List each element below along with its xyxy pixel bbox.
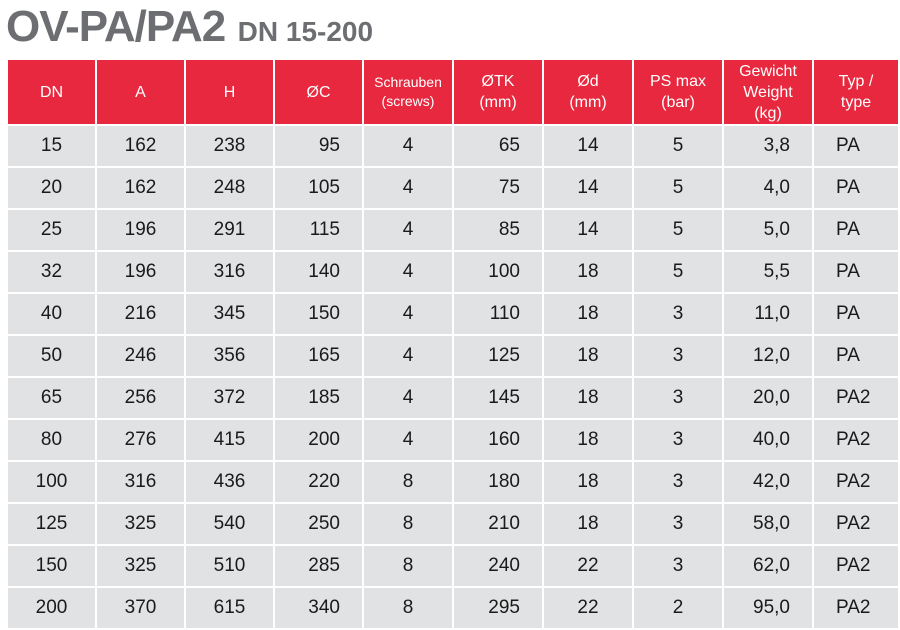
cell-h: 291	[186, 210, 273, 250]
cell-type: PA2	[814, 588, 898, 628]
cell-dn: 15	[8, 126, 95, 166]
cell-a: 196	[97, 252, 184, 292]
cell-ps-max: 5	[634, 210, 722, 250]
cell-a: 325	[97, 546, 184, 586]
cell-bolt-circle: 65	[454, 126, 542, 166]
cell-bolt-circle: 85	[454, 210, 542, 250]
cell-ps-max: 3	[634, 504, 722, 544]
table-row	[8, 546, 898, 586]
cell-hole-diameter: 18	[544, 462, 632, 502]
header-label-line: Schrauben	[374, 74, 442, 90]
header-label-line: H	[223, 83, 236, 101]
cell-bolt-circle: 75	[454, 168, 542, 208]
header-label-line: (mm)	[569, 94, 607, 111]
header-label-line: (kg)	[754, 104, 782, 122]
dimensions-table	[6, 58, 900, 630]
cell-diameter-c: 115	[275, 210, 362, 250]
cell-dn: 40	[8, 294, 95, 334]
cell-hole-diameter: 18	[544, 294, 632, 334]
header-label-line: (screws)	[381, 93, 435, 109]
header-dn	[8, 60, 95, 124]
cell-h: 372	[186, 378, 273, 418]
cell-h: 415	[186, 420, 273, 460]
cell-diameter-c: 105	[275, 168, 362, 208]
header-label-line: A	[135, 83, 146, 101]
cell-weight: 95,0	[724, 588, 812, 628]
cell-hole-diameter: 22	[544, 588, 632, 628]
cell-a: 216	[97, 294, 184, 334]
table-row	[8, 294, 898, 334]
cell-weight: 20,0	[724, 378, 812, 418]
cell-screws: 8	[364, 462, 452, 502]
cell-screws: 4	[364, 168, 452, 208]
cell-diameter-c: 200	[275, 420, 362, 460]
size-range-subtitle: DN 15-200	[237, 16, 374, 47]
cell-dn: 65	[8, 378, 95, 418]
cell-hole-diameter: 18	[544, 378, 632, 418]
cell-hole-diameter: 18	[544, 336, 632, 376]
cell-a: 162	[97, 126, 184, 166]
table-row	[8, 462, 898, 502]
cell-ps-max: 3	[634, 462, 722, 502]
cell-ps-max: 5	[634, 252, 722, 292]
header-ps-max	[634, 60, 722, 124]
table-row	[8, 336, 898, 376]
cell-type: PA2	[814, 546, 898, 586]
table-body	[8, 126, 898, 628]
cell-type: PA	[814, 252, 898, 292]
header-type	[814, 60, 898, 124]
product-title: OV-PA/PA2	[6, 2, 226, 51]
cell-weight: 3,8	[724, 126, 812, 166]
cell-screws: 4	[364, 420, 452, 460]
cell-type: PA	[814, 168, 898, 208]
cell-weight: 58,0	[724, 504, 812, 544]
cell-weight: 62,0	[724, 546, 812, 586]
header-label-line: ØC	[306, 83, 331, 101]
cell-screws: 8	[364, 546, 452, 586]
cell-diameter-c: 140	[275, 252, 362, 292]
cell-type: PA	[814, 210, 898, 250]
cell-type: PA	[814, 126, 898, 166]
cell-h: 436	[186, 462, 273, 502]
cell-a: 276	[97, 420, 184, 460]
cell-type: PA2	[814, 462, 898, 502]
cell-screws: 8	[364, 588, 452, 628]
cell-weight: 4,0	[724, 168, 812, 208]
cell-type: PA2	[814, 420, 898, 460]
cell-diameter-c: 95	[275, 126, 362, 166]
cell-screws: 4	[364, 378, 452, 418]
cell-weight: 40,0	[724, 420, 812, 460]
cell-dn: 20	[8, 168, 95, 208]
cell-dn: 50	[8, 336, 95, 376]
header-label-line: DN	[39, 83, 64, 101]
cell-weight: 42,0	[724, 462, 812, 502]
cell-bolt-circle: 110	[454, 294, 542, 334]
cell-weight: 12,0	[724, 336, 812, 376]
cell-bolt-circle: 295	[454, 588, 542, 628]
cell-bolt-circle: 210	[454, 504, 542, 544]
cell-h: 510	[186, 546, 273, 586]
table-row	[8, 378, 898, 418]
cell-dn: 25	[8, 210, 95, 250]
cell-diameter-c: 165	[275, 336, 362, 376]
cell-a: 196	[97, 210, 184, 250]
page-title	[6, 2, 373, 52]
cell-ps-max: 3	[634, 294, 722, 334]
cell-dn: 150	[8, 546, 95, 586]
cell-weight: 11,0	[724, 294, 812, 334]
cell-bolt-circle: 180	[454, 462, 542, 502]
cell-bolt-circle: 100	[454, 252, 542, 292]
cell-diameter-c: 185	[275, 378, 362, 418]
cell-ps-max: 5	[634, 126, 722, 166]
header-hole-diameter	[544, 60, 632, 124]
cell-diameter-c: 150	[275, 294, 362, 334]
header-diameter-c	[275, 60, 362, 124]
table-row	[8, 210, 898, 250]
cell-ps-max: 3	[634, 336, 722, 376]
header-label-line: Ød	[577, 73, 599, 90]
cell-bolt-circle: 160	[454, 420, 542, 460]
cell-h: 316	[186, 252, 273, 292]
header-label-line: PS max	[649, 73, 706, 90]
cell-screws: 4	[364, 210, 452, 250]
cell-hole-diameter: 18	[544, 420, 632, 460]
cell-h: 540	[186, 504, 273, 544]
header-label-line: type	[840, 94, 872, 111]
cell-a: 256	[97, 378, 184, 418]
cell-screws: 4	[364, 336, 452, 376]
cell-ps-max: 3	[634, 420, 722, 460]
header-label-line: ØTK	[481, 73, 515, 90]
cell-diameter-c: 220	[275, 462, 362, 502]
cell-hole-diameter: 18	[544, 252, 632, 292]
cell-dn: 125	[8, 504, 95, 544]
cell-screws: 8	[364, 504, 452, 544]
header-a	[97, 60, 184, 124]
cell-weight: 5,0	[724, 210, 812, 250]
header-weight	[724, 60, 812, 124]
cell-weight: 5,5	[724, 252, 812, 292]
table-row	[8, 168, 898, 208]
cell-dn: 80	[8, 420, 95, 460]
cell-diameter-c: 340	[275, 588, 362, 628]
cell-h: 248	[186, 168, 273, 208]
cell-diameter-c: 285	[275, 546, 362, 586]
cell-diameter-c: 250	[275, 504, 362, 544]
table-header-row	[8, 60, 898, 124]
header-label-line: (bar)	[661, 94, 695, 111]
cell-h: 345	[186, 294, 273, 334]
cell-ps-max: 3	[634, 546, 722, 586]
cell-a: 246	[97, 336, 184, 376]
cell-screws: 4	[364, 126, 452, 166]
table-row	[8, 126, 898, 166]
cell-a: 325	[97, 504, 184, 544]
cell-hole-diameter: 14	[544, 126, 632, 166]
header-label-line: Typ /	[838, 73, 874, 90]
cell-type: PA	[814, 294, 898, 334]
cell-bolt-circle: 145	[454, 378, 542, 418]
header-h	[186, 60, 273, 124]
cell-type: PA2	[814, 504, 898, 544]
cell-type: PA2	[814, 378, 898, 418]
table-row	[8, 588, 898, 628]
cell-hole-diameter: 14	[544, 210, 632, 250]
cell-screws: 4	[364, 294, 452, 334]
cell-bolt-circle: 240	[454, 546, 542, 586]
header-label-line: Weight	[743, 83, 793, 101]
cell-dn: 100	[8, 462, 95, 502]
cell-h: 615	[186, 588, 273, 628]
cell-dn: 200	[8, 588, 95, 628]
cell-h: 356	[186, 336, 273, 376]
cell-a: 316	[97, 462, 184, 502]
cell-type: PA	[814, 336, 898, 376]
cell-bolt-circle: 125	[454, 336, 542, 376]
table-row	[8, 420, 898, 460]
header-label-line: (mm)	[479, 94, 517, 111]
cell-hole-diameter: 14	[544, 168, 632, 208]
cell-a: 370	[97, 588, 184, 628]
cell-ps-max: 3	[634, 378, 722, 418]
cell-hole-diameter: 18	[544, 504, 632, 544]
header-label-line: Gewicht	[739, 62, 797, 80]
cell-ps-max: 2	[634, 588, 722, 628]
cell-hole-diameter: 22	[544, 546, 632, 586]
table-row	[8, 504, 898, 544]
header-bolt-circle	[454, 60, 542, 124]
cell-a: 162	[97, 168, 184, 208]
cell-screws: 4	[364, 252, 452, 292]
cell-dn: 32	[8, 252, 95, 292]
header-screws	[364, 60, 452, 124]
cell-h: 238	[186, 126, 273, 166]
cell-ps-max: 5	[634, 168, 722, 208]
table-row	[8, 252, 898, 292]
